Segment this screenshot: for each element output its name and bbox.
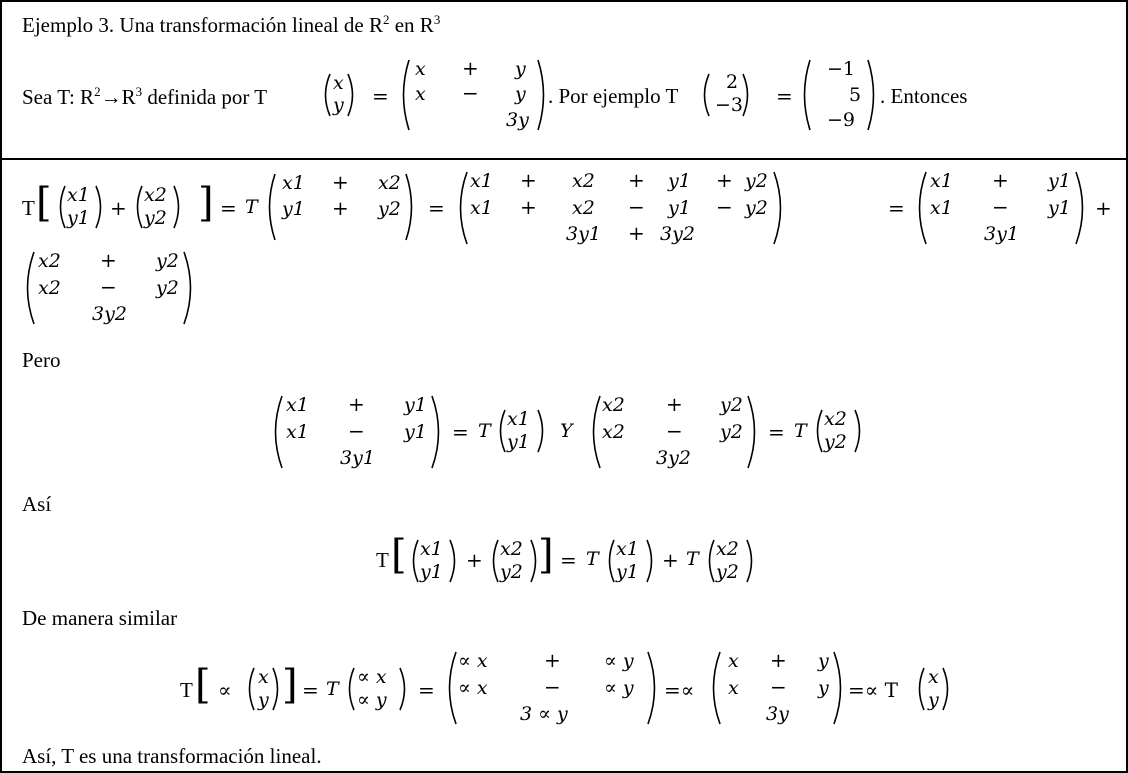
plus: + [628,168,645,192]
minus: − [348,419,365,443]
text-pero: Pero [22,348,61,372]
var-x2: x2 [144,184,167,206]
var-x: x [728,677,739,699]
paren-left [706,650,722,726]
var-y: y [928,689,939,711]
minus: − [100,275,117,299]
minus: − [628,195,645,219]
superscript-2b: 2 [94,84,101,99]
var-x1: x1 [420,538,443,560]
text-conclusion: Así, T es una transformación lineal. [22,744,322,768]
var-x1: x1 [286,394,309,416]
var-y: y [333,94,344,116]
equals: = [428,196,445,220]
plus: + [520,168,537,192]
var-y1: y1 [507,431,530,453]
paren-left [320,72,332,118]
plus: + [628,221,645,245]
equals-alpha: =∝ [664,678,695,702]
paren-left [344,666,356,712]
plus: + [716,168,733,192]
var-x2: x2 [716,538,739,560]
var-x: x [728,650,739,672]
T-italic: T [245,196,258,218]
var-y2: y2 [720,421,743,443]
left-bracket: [ [391,532,407,578]
var-x2: x2 [378,172,401,194]
var-y1: y1 [67,207,90,229]
paren-right [1074,170,1090,246]
var-y2: y2 [745,170,768,192]
paren-right [645,538,657,584]
var-x2: x2 [602,421,625,443]
paren-left [244,666,256,712]
paren-right [745,538,757,584]
definida-por: definida por T [142,85,268,109]
border-left [0,0,2,773]
paren-right [346,72,358,118]
var-x: x [333,72,344,94]
sea-prefix: Sea T: R [22,85,95,109]
term-3-alpha-y: 3 ∝ y [520,703,568,725]
arrow-r: →R [100,85,136,109]
paren-left [704,538,716,584]
plus: + [1095,196,1112,220]
paren-left [604,538,616,584]
term-alpha-x: ∝ x [458,677,488,699]
var-x2: x2 [500,538,523,560]
var-y2: y2 [500,561,523,583]
minus: − [992,195,1009,219]
conjunction-Y: Y [560,420,573,442]
equals: = [220,196,237,220]
paren-right [94,184,106,230]
var-x1: x1 [930,197,953,219]
equals: = [776,84,793,108]
paren-right [832,650,848,726]
plus: + [462,56,479,80]
var-x1: x1 [470,170,493,192]
plus: + [770,648,787,672]
var-x2: x2 [38,277,61,299]
minus: − [770,675,787,699]
term-3y2: 3y2 [92,303,127,325]
example-output-bottom: −9 [827,109,856,131]
equals: = [768,420,785,444]
T-italic: T [794,420,807,442]
plus: + [100,248,117,272]
var-y2: y2 [144,207,167,229]
term-alpha-y: ∝ y [357,689,387,711]
plus: + [110,196,127,220]
term-3y1: 3y1 [340,447,375,469]
definition-text [22,84,267,110]
section-divider [0,158,1128,160]
paren-right [536,408,548,454]
var-x2: x2 [38,250,61,272]
var-y: y [818,677,829,699]
var-y2: y2 [824,431,847,453]
term-alpha-y: ∝ y [604,677,634,699]
var-y: y [515,83,526,105]
var-y1: y1 [404,394,427,416]
T-italic: T [478,420,491,442]
paren-left [442,650,458,726]
paren-left [397,58,411,132]
paren-left [495,408,507,454]
equals-alpha-T: =∝ T [848,678,898,702]
paren-right [853,408,865,454]
equals: = [560,548,577,572]
term-3y2: 3y2 [660,223,695,245]
var-y1: y1 [616,561,639,583]
border-top [0,0,1128,2]
entonces: . Entonces [880,84,968,108]
example-output-top: −1 [827,58,856,80]
right-bracket: ] [198,180,214,226]
plus: + [348,392,365,416]
paren-left [586,394,602,470]
paren-left [912,170,928,246]
T-italic: T [326,678,339,700]
text-asi: Así [22,492,52,516]
minus: − [666,419,683,443]
border-bottom [0,771,1128,773]
var-y1: y1 [420,561,443,583]
equals: = [888,196,905,220]
var-x1: x1 [286,421,309,443]
term-alpha-x: ∝ x [357,666,387,688]
term-alpha-x: ∝ x [458,650,488,672]
var-x1: x1 [67,184,90,206]
paren-left [798,58,812,132]
var-y1: y1 [404,421,427,443]
right-bracket: ] [282,662,298,708]
var-x: x [928,666,939,688]
paren-right [404,172,418,242]
paren-left [812,408,824,454]
plus: + [466,548,483,572]
term-3y: 3y [766,703,789,725]
paren-right [941,666,953,712]
var-x2: x2 [572,170,595,192]
var-x1: x1 [930,170,953,192]
var-y1: y1 [1048,197,1071,219]
var-y: y [515,58,526,80]
paren-left [699,72,711,118]
example-title [22,12,440,38]
T-operator: T [22,196,35,220]
var-x1: x1 [616,538,639,560]
example-input-top: 2 [726,71,739,93]
paren-right [398,666,410,712]
superscript-2: 2 [382,12,390,27]
var-y2: y2 [378,198,401,220]
term-alpha-y: ∝ y [604,650,634,672]
plus: + [332,196,349,220]
example-output-mid: 5 [849,84,862,106]
paren-right [746,394,762,470]
var-y2: y2 [745,197,768,219]
equals: = [372,84,389,108]
T-italic: T [686,548,699,570]
plus: + [544,648,561,672]
var-y2: y2 [716,561,739,583]
minus: − [462,81,479,105]
T-operator: T [180,678,193,702]
var-y: y [258,689,269,711]
var-y: y [818,650,829,672]
paren-right [448,538,460,584]
equals: = [418,678,435,702]
var-x: x [415,83,426,105]
var-x: x [415,58,426,80]
var-x: x [258,666,269,688]
title-en: en R [389,13,434,37]
text-de-manera-similar: De manera similar [22,606,178,630]
plus: + [332,170,349,194]
paren-right [646,650,662,726]
minus: − [544,675,561,699]
var-y1: y1 [1048,170,1071,192]
paren-left [132,184,144,230]
var-x2: x2 [824,408,847,430]
example-input-bottom: −3 [715,94,744,116]
plus: + [520,195,537,219]
plus: + [992,168,1009,192]
var-x1: x1 [507,408,530,430]
paren-right [866,58,880,132]
var-y1: y1 [282,198,305,220]
var-x1: x1 [470,197,493,219]
var-y1: y1 [668,170,691,192]
title-text: Ejemplo 3. Una transformación lineal de R [22,13,383,37]
paren-left [268,394,284,470]
var-x2: x2 [602,394,625,416]
paren-right [182,250,198,326]
left-bracket: [ [195,662,211,708]
alpha-symbol: ∝ [218,678,232,702]
term-3y2: 3y2 [656,447,691,469]
paren-right [430,394,446,470]
paren-left [408,538,420,584]
paren-left [20,250,36,326]
left-bracket: [ [36,180,52,226]
T-italic: T [586,548,599,570]
term-3y: 3y [506,109,529,131]
var-y1: y1 [668,197,691,219]
var-y2: y2 [156,277,179,299]
var-y2: y2 [720,394,743,416]
paren-left [453,170,469,246]
paren-right [741,72,753,118]
paren-left [488,538,500,584]
var-y2: y2 [156,250,179,272]
paren-left [914,666,926,712]
plus: + [666,392,683,416]
var-x2: x2 [572,197,595,219]
plus: + [662,548,679,572]
minus: − [716,195,733,219]
superscript-3: 3 [433,12,441,27]
T-operator: T [376,548,389,572]
term-3y1: 3y1 [566,223,601,245]
right-bracket: ] [538,532,554,578]
paren-right [172,184,184,230]
paren-left [263,172,277,242]
term-3y1: 3y1 [984,223,1019,245]
por-ejemplo: . Por ejemplo T [548,84,679,108]
border-right [1126,0,1128,773]
superscript-3b: 3 [135,84,143,99]
paren-right [772,170,788,246]
equals: = [302,678,319,702]
var-x1: x1 [282,172,305,194]
paren-left [55,184,67,230]
equals: = [452,420,469,444]
